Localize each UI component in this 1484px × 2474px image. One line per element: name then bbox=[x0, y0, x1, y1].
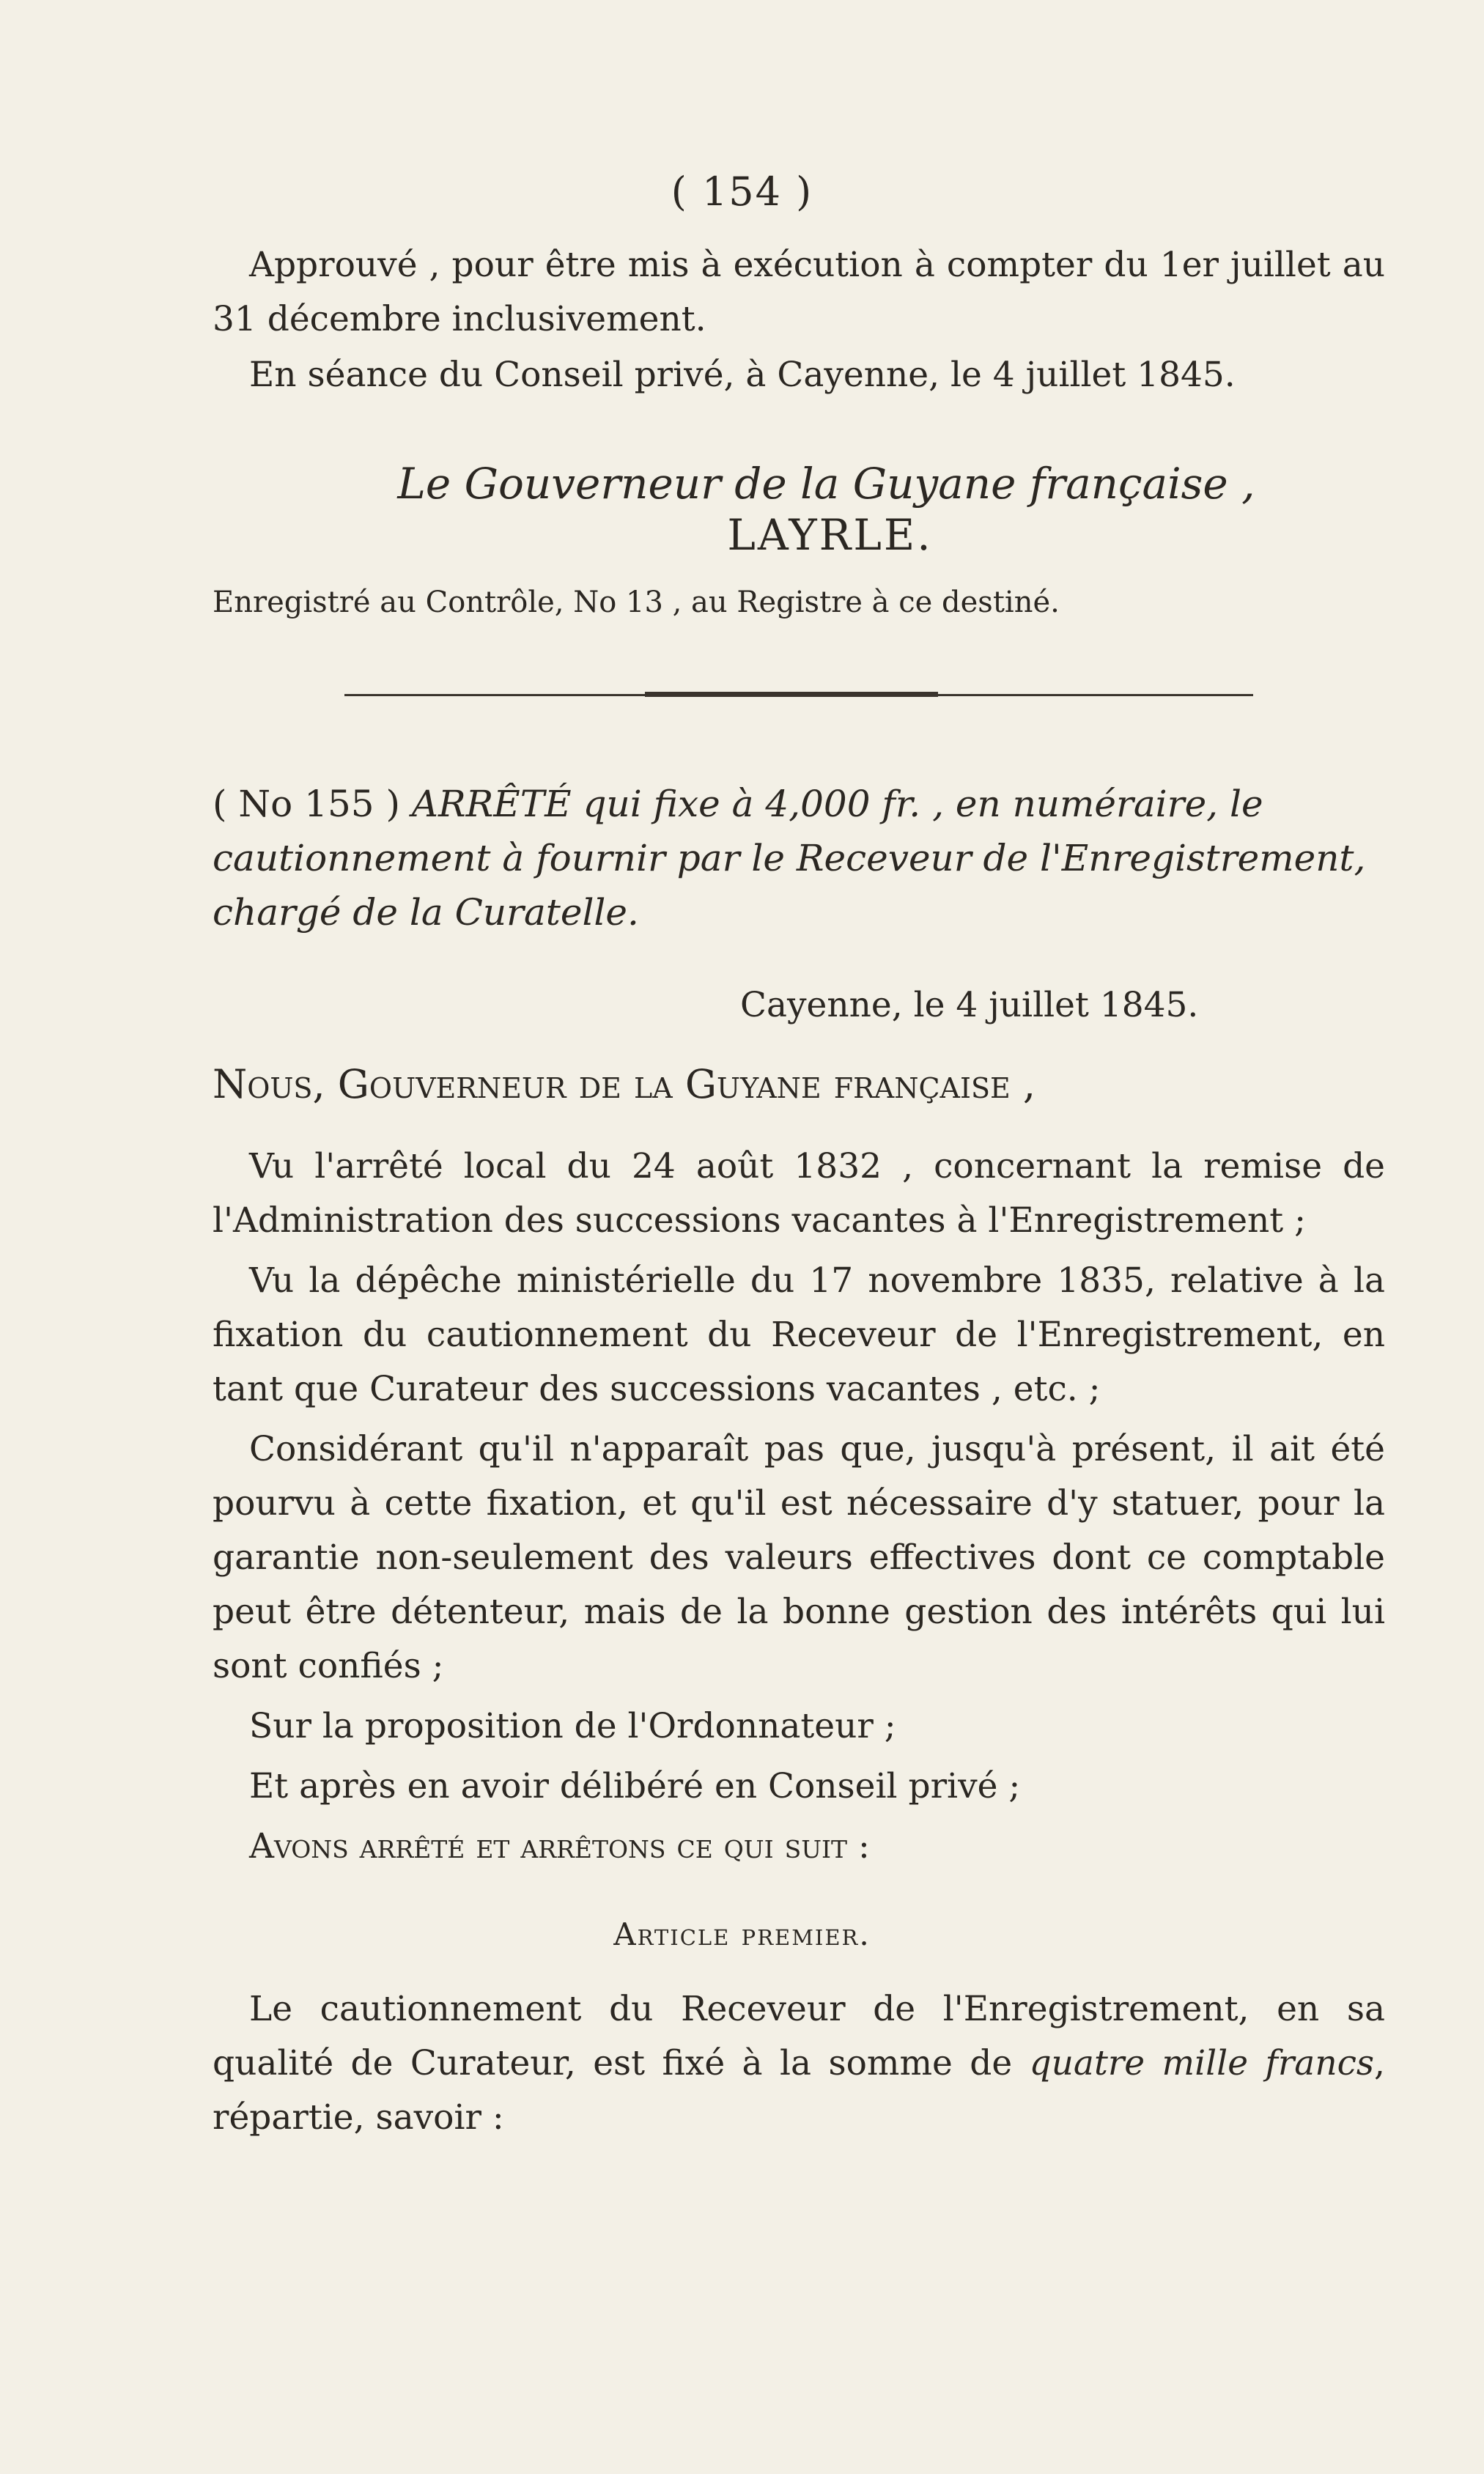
seance-text: En séance du Conseil privé, à Cayenne, le 4 juillet 1845. bbox=[249, 355, 1236, 395]
registration-note bbox=[213, 575, 1385, 629]
section-divider-ornament bbox=[645, 692, 938, 697]
decree-body bbox=[213, 1140, 1385, 1880]
decree-title: ARRÊTÉ qui fixe à 4,000 fr. , en numéraire, le cautionnement à fournir par le Receveur de l'Enregistrement, chargé de la Curatelle. bbox=[213, 783, 1366, 934]
place-date: Cayenne, le 4 juillet 1845. bbox=[740, 985, 1199, 1025]
governor-preamble-text: Nous, Gouverneur de la Guyane française , bbox=[213, 1061, 1036, 1107]
approval-note bbox=[213, 238, 1385, 347]
paragraph: Vu la dépêche ministérielle du 17 novembre 1835, relative à la fixation du cautionnement du Receveur de l'Enregistrement, en tant que Curateur des successions vacantes , etc. ; bbox=[213, 1260, 1385, 1409]
seance-note bbox=[213, 348, 1385, 402]
governor-preamble bbox=[213, 1055, 1385, 1114]
decree-heading bbox=[213, 777, 1385, 939]
decree-number: ( No 155 ) bbox=[213, 783, 400, 825]
paragraph: Sur la proposition de l'Ordonnateur ; bbox=[249, 1706, 896, 1746]
page-number: ( 154 ) bbox=[671, 169, 813, 215]
article-text bbox=[213, 1982, 1385, 2145]
signature-name: LAYRLE. bbox=[727, 510, 933, 560]
paragraph: Et après en avoir délibéré en Conseil privé ; bbox=[249, 1766, 1021, 1806]
article-title: Article premier. bbox=[613, 1916, 871, 1952]
article-amount: quatre mille francs bbox=[1029, 2043, 1375, 2083]
signature-title: Le Gouverneur de la Guyane française , bbox=[397, 459, 1255, 509]
approval-text: Approuvé , pour être mis à exécution à compter du 1er juillet au 31 décembre inclusivement. bbox=[213, 245, 1385, 339]
article-text-end: , répartie, savoir : bbox=[213, 2043, 1385, 2138]
paragraph: Considérant qu'il n'apparaît pas que, jusqu'à présent, il ait été pourvu à cette fixation, et qu'il est nécessaire d'y statuer, pour la garantie non-seulement des valeurs effectives dont ce comptable peut être détenteur, mais de la bonne gestion des intérêts qui lui sont confiés ; bbox=[213, 1429, 1385, 1686]
article-text-start: Le cautionnement du Receveur de l'Enregistrement, en sa qualité de Curateur, est fixé à la somme de bbox=[213, 1989, 1385, 2083]
paragraph: Avons arrêté et arrêtons ce qui suit : bbox=[249, 1826, 870, 1866]
registration-text: Enregistré au Contrôle, No 13 , au Registre à ce destiné. bbox=[213, 586, 1060, 619]
paragraph: Vu l'arrêté local du 24 août 1832 , concernant la remise de l'Administration des successions vacantes à l'Enregistrement ; bbox=[213, 1146, 1385, 1241]
